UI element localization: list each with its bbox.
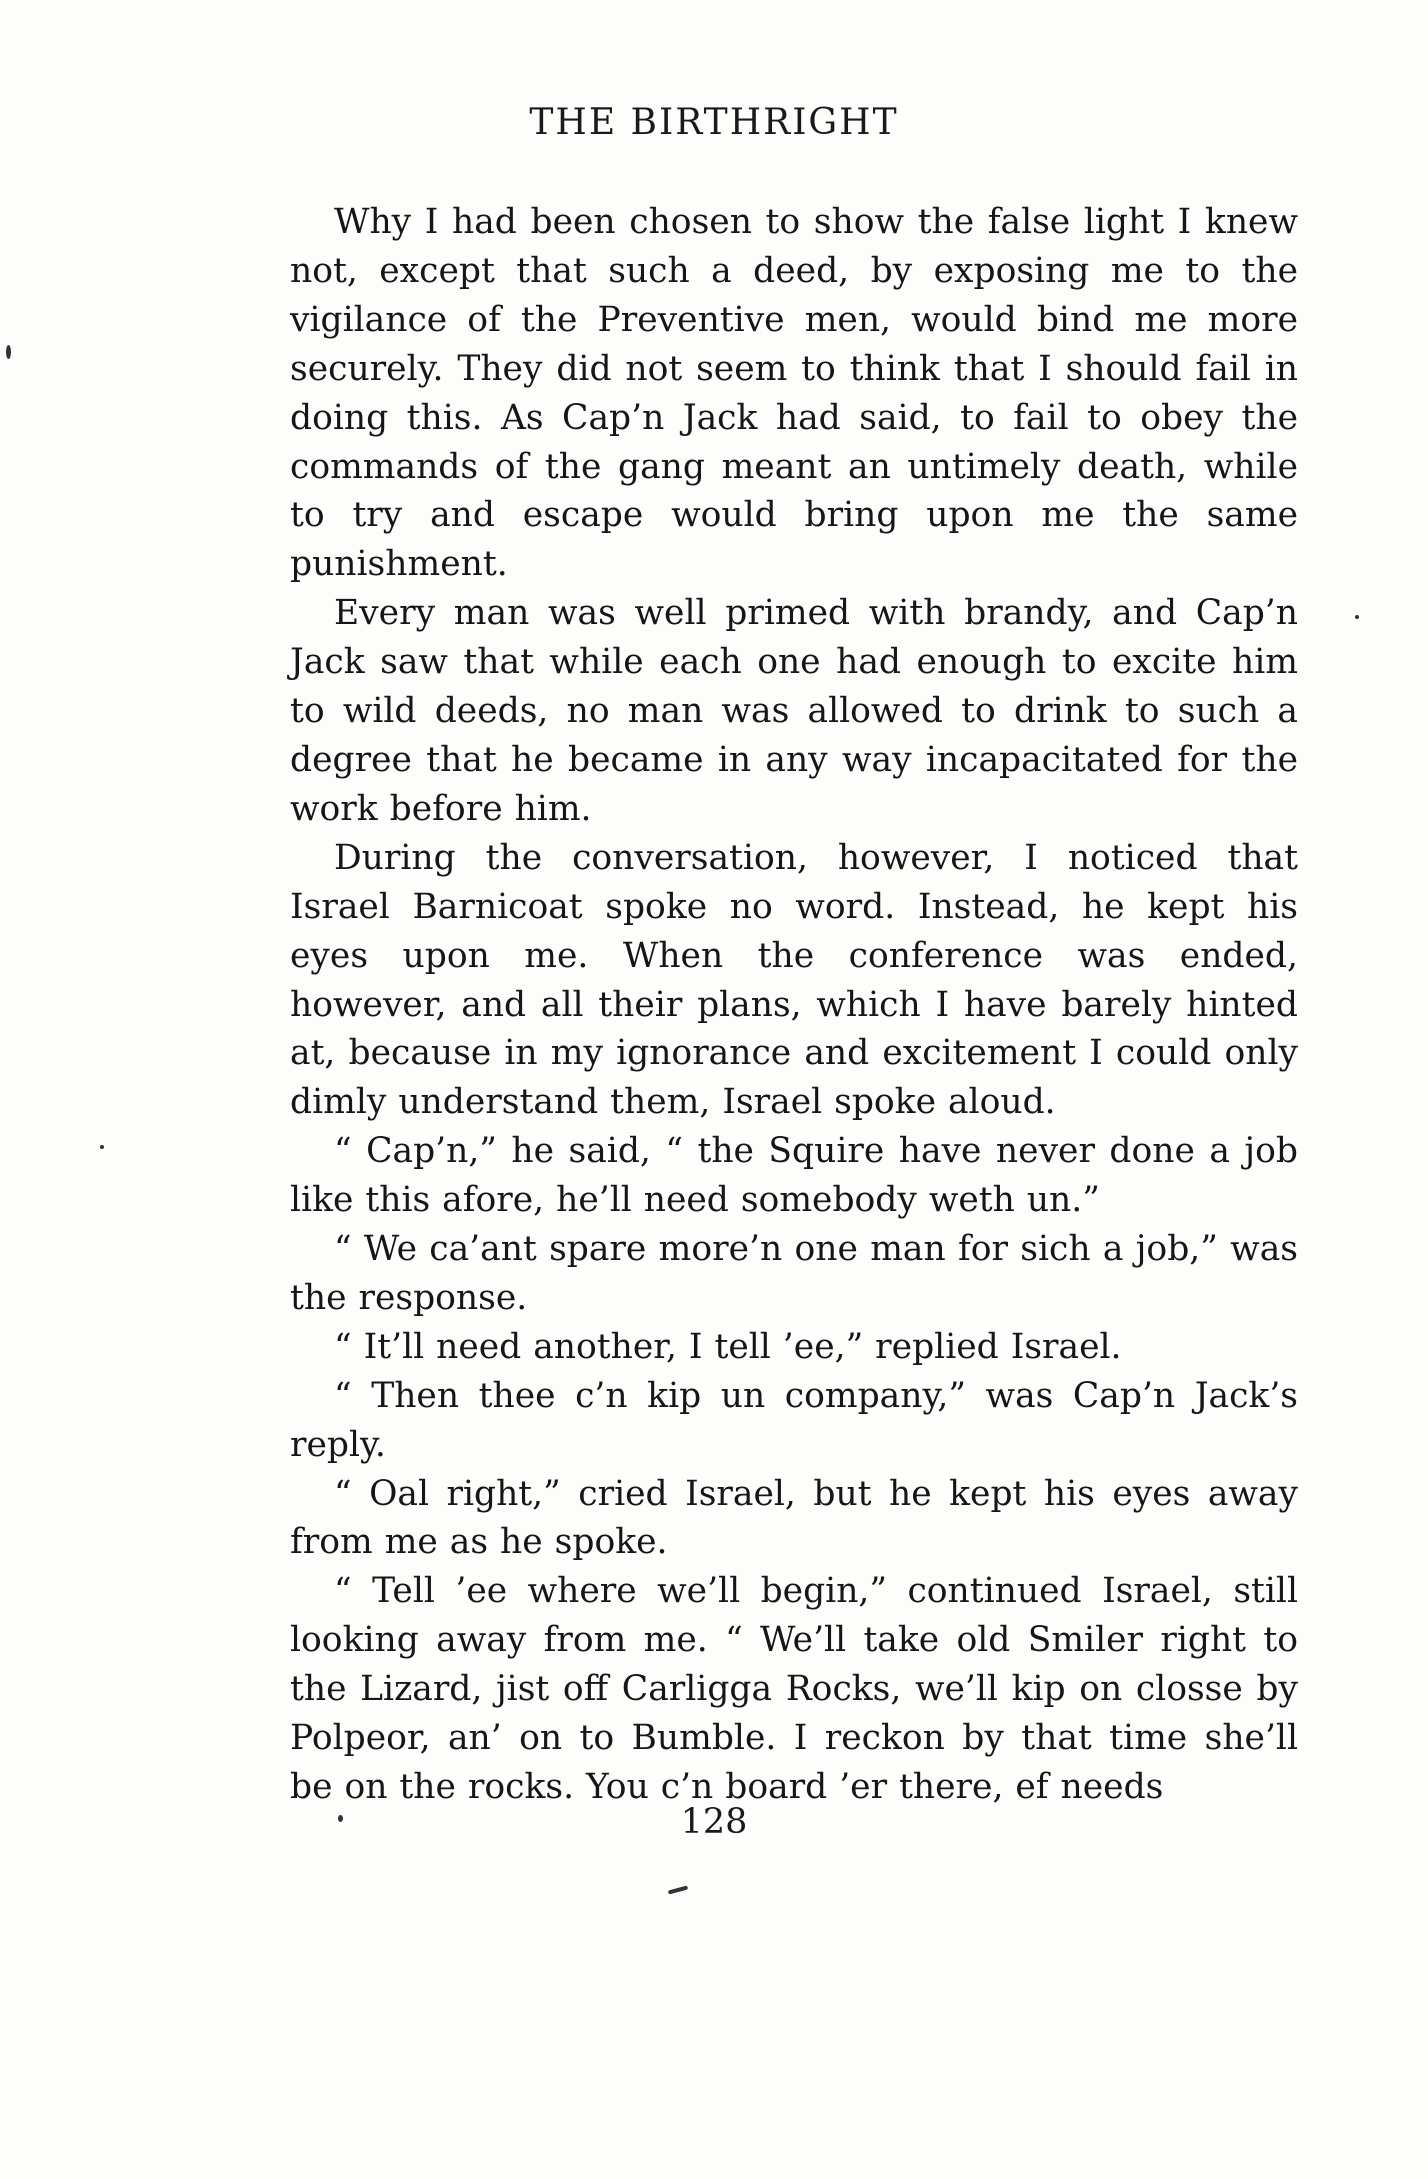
paragraph: “ It’ll need another, I tell ’ee,” replied Israel. <box>334 1326 1122 1367</box>
scan-speck <box>1355 615 1359 619</box>
scan-speck <box>668 1885 688 1894</box>
scan-speck <box>6 345 11 359</box>
paragraph: “ Tell ’ee where we’ll begin,” continued Israel, still looking away from me. “ We’ll take old Smiler right to the Lizard, jist off Carligga Rocks, we’ll kip on closse by Polpeor, an’ on to Bumble. I reckon by that time she’ll be on the rocks. You c’n board ’er there, ef needs <box>290 1571 1298 1807</box>
paragraph: “ We ca’ant spare more’n one man for sich a job,” was the response. <box>290 1229 1298 1318</box>
paragraph: “ Cap’n,” he said, “ the Squire have never done a job like this afore, he’ll need somebody weth un.” <box>290 1131 1298 1221</box>
scan-speck <box>100 1145 104 1149</box>
running-head: THE BIRTHRIGHT <box>529 102 899 143</box>
paragraph: “ Oal right,” cried Israel, but he kept his eyes away from me as he spoke. <box>290 1473 1298 1563</box>
body-text <box>290 198 1298 1812</box>
page-number: 128 <box>680 1802 748 1842</box>
paragraph: “ Then thee c’n kip un company,” was Cap’n Jack’s reply. <box>290 1375 1298 1465</box>
paragraph: During the conversation, however, I noticed that Israel Barnicoat spoke no word. Instead, he kept his eyes upon me. When the conference was ended, however, and all their plans, which I have barely hinted at, because in my ignorance and excitement I could only dimly understand them, Israel spoke aloud. <box>290 837 1298 1123</box>
scan-speck <box>338 1815 343 1822</box>
paragraph: Every man was well primed with brandy, and Cap’n Jack saw that while each one had enough to excite him to wild deeds, no man was allowed to drink to such a degree that he became in any way incapacitated for the work before him. <box>290 593 1298 829</box>
paragraph: Why I had been chosen to show the false light I knew not, except that such a deed, by exposing me to the vigilance of the Preventive men, would bind me more securely. They did not seem to think that I should fail in doing this. As Cap’n Jack had said, to fail to obey the commands of the gang meant an untimely death, while to try and escape would bring upon me the same punishment. <box>290 202 1298 585</box>
